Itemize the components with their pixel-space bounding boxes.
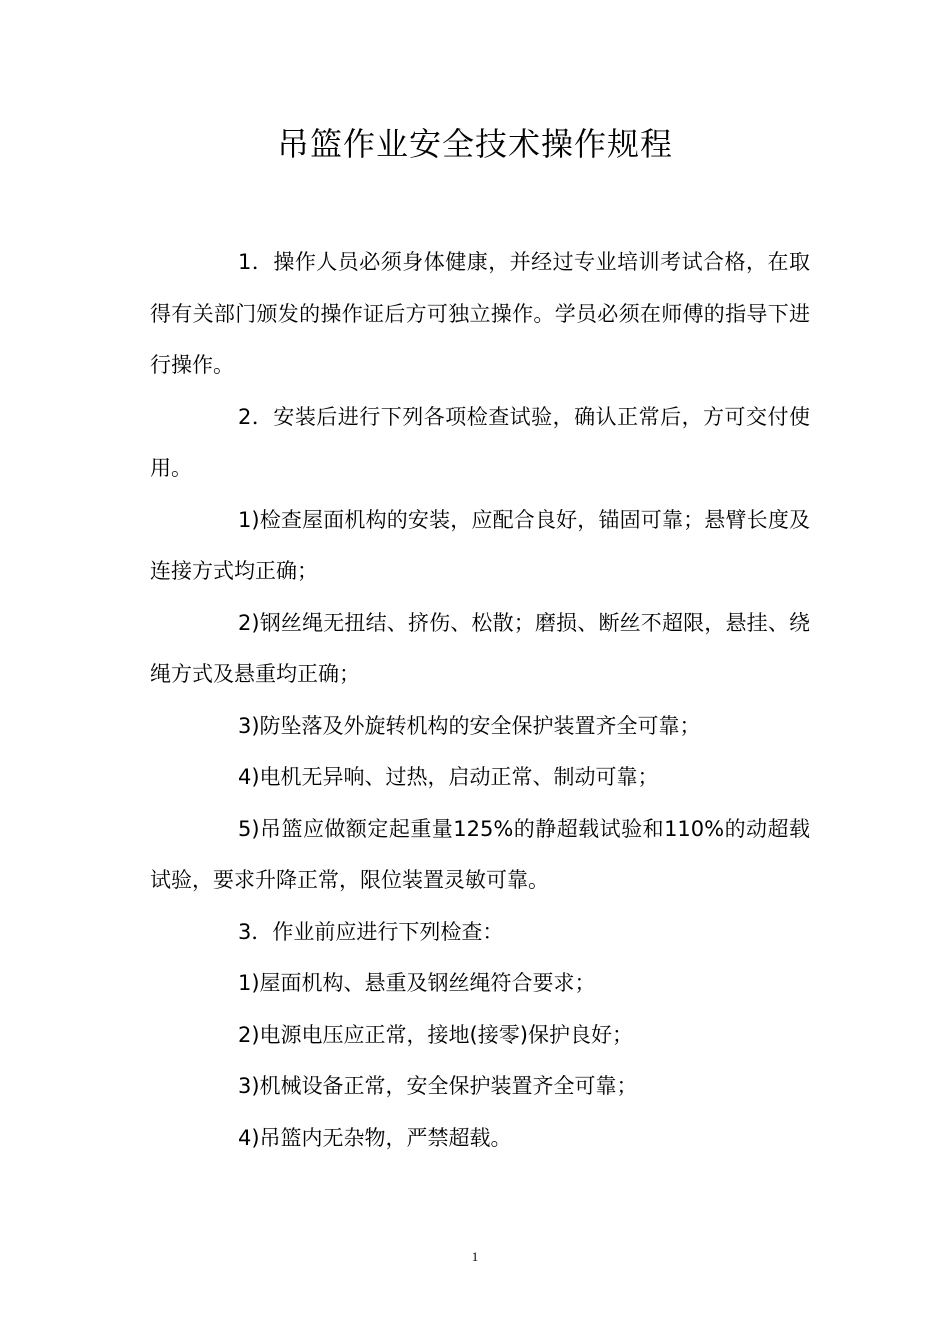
paragraph-6: 4)电机无异响、过热，启动正常、制动可靠； — [238, 765, 659, 789]
paragraph-10: 2)电源电压应正常，接地(接零)保护良好； — [238, 1022, 633, 1047]
document-title: 吊篮作业安全技术操作规程 — [276, 125, 673, 163]
paragraph-11: 3)机械设备正常，安全保护装置齐全可靠； — [238, 1074, 638, 1098]
paragraph-7: 5)吊篮应做额定起重量125%的静超载试验和110%的动超载试验，要求升降正常，限位装置灵敏可靠。 — [150, 816, 810, 892]
paragraph-4: 2)钢丝绳无扭结、挤伤、松散；磨损、断丝不超限，悬挂、绕绳方式及悬重均正确； — [150, 610, 810, 686]
paragraph-3: 1)检查屋面机构的安装，应配合良好，锚固可靠；悬臂长度及连接方式均正确； — [150, 507, 810, 583]
page-number: 1 — [471, 1249, 479, 1264]
paragraph-8: 3．作业前应进行下列检查： — [238, 919, 504, 944]
paragraph-5: 3)防坠落及外旋转机构的安全保护装置齐全可靠； — [238, 713, 701, 738]
paragraph-2: 2．安装后进行下列各项检查试验，确认正常后，方可交付使用。 — [150, 404, 810, 480]
paragraph-1: 1．操作人员必须身体健康，并经过专业培训考试合格，在取得有关部门颁发的操作证后方可独立操作。学员必须在师傅的指导下进行操作。 — [150, 250, 810, 377]
paragraph-12: 4)吊篮内无杂物，严禁超载。 — [238, 1125, 512, 1150]
document-body — [150, 237, 810, 1164]
paragraph-9: 1)屋面机构、悬重及钢丝绳符合要求； — [238, 971, 596, 995]
